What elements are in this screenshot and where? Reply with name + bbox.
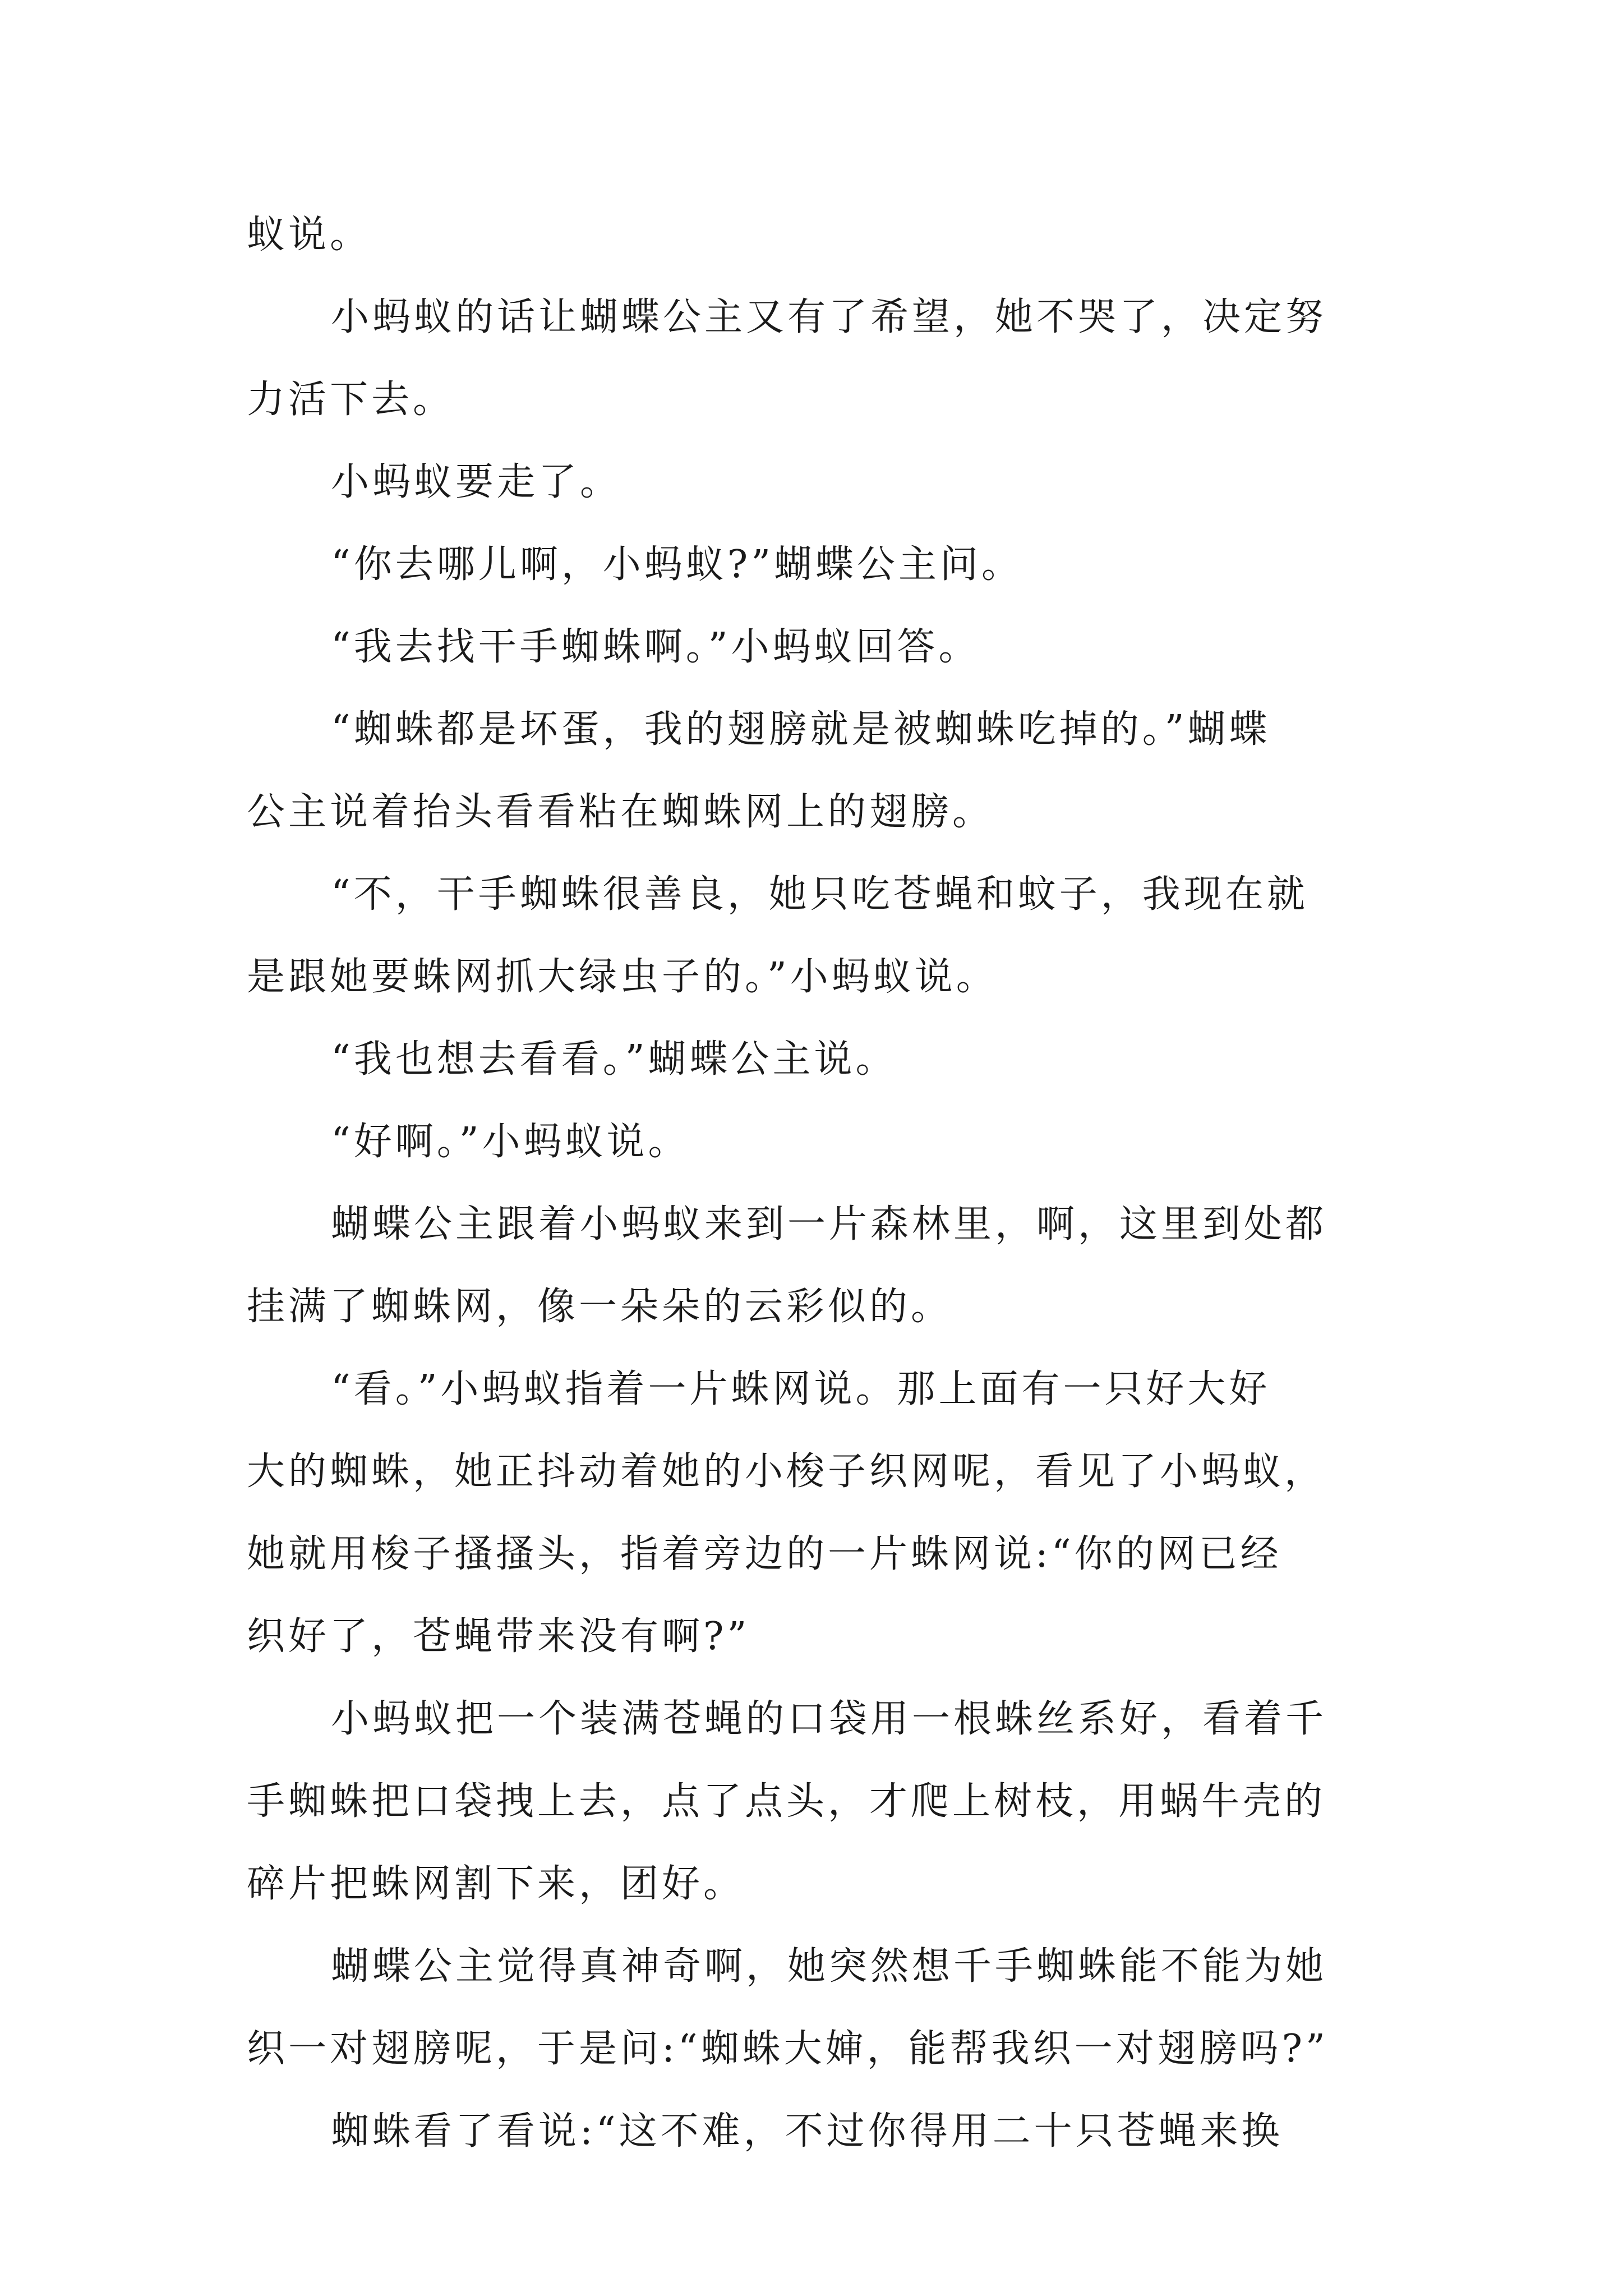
text-line: 碎片把蛛网割下来，团好。 xyxy=(247,1862,745,1906)
text-line: 手蜘蛛把口袋拽上去，点了点头，才爬上树枝，用蜗牛壳的 xyxy=(247,1779,1326,1824)
text-line: 蚁说。 xyxy=(247,213,372,257)
text-line: 蝴蝶公主觉得真神奇啊，她突然想千手蜘蛛能不能为她 xyxy=(331,1944,1327,1989)
text-line: 织好了，苍蝇带来没有啊?” xyxy=(247,1614,750,1659)
text-line: “你去哪儿啊，小蚂蚁?”蝴蝶公主问。 xyxy=(331,542,1023,587)
text-line: 大的蜘蛛，她正抖动着她的小梭子织网呢，看见了小蚂蚁， xyxy=(247,1450,1326,1494)
text-line: 小蚂蚁的话让蝴蝶公主又有了希望，她不哭了，决定努 xyxy=(331,295,1327,339)
text-line: 公主说着抬头看看粘在蜘蛛网上的翅膀。 xyxy=(247,790,994,834)
text-line: 挂满了蜘蛛网，像一朵朵的云彩似的。 xyxy=(247,1285,953,1329)
text-line: “看。”小蚂蚁指着一片蛛网说。那上面有一只好大好 xyxy=(331,1367,1271,1411)
text-line: “我也想去看看。”蝴蝶公主说。 xyxy=(331,1037,897,1082)
text-line: “好啊。”小蚂蚁说。 xyxy=(331,1120,690,1164)
text-line: 她就用梭子搔搔头，指着旁边的一片蛛网说:“你的网已经 xyxy=(247,1532,1282,1576)
text-line: 蝴蝶公主跟着小蚂蚁来到一片森林里，啊，这里到处都 xyxy=(331,1202,1327,1246)
text-line: “不，干手蜘蛛很善良，她只吃苍蝇和蚊子，我现在就 xyxy=(331,872,1308,917)
text-line: 蜘蛛看了看说:“这不难，不过你得用二十只苍蝇来换 xyxy=(331,2109,1283,2154)
text-line: “我去找干手蜘蛛啊。”小蚂蚁回答。 xyxy=(331,625,980,669)
text-line: 是跟她要蛛网抓大绿虫子的。”小蚂蚁说。 xyxy=(247,955,998,999)
text-line: 小蚂蚁要走了。 xyxy=(331,460,622,504)
text-line: “蜘蛛都是坏蛋，我的翅膀就是被蜘蛛吃掉的。”蝴蝶 xyxy=(331,707,1271,752)
text-line: 小蚂蚁把一个装满苍蝇的口袋用一根蛛丝系好，看着千 xyxy=(331,1697,1327,1741)
text-line: 力活下去。 xyxy=(247,378,455,422)
text-line: 织一对翅膀呢，于是问:“蜘蛛大婶，能帮我织一对翅膀吗?” xyxy=(247,2027,1329,2071)
